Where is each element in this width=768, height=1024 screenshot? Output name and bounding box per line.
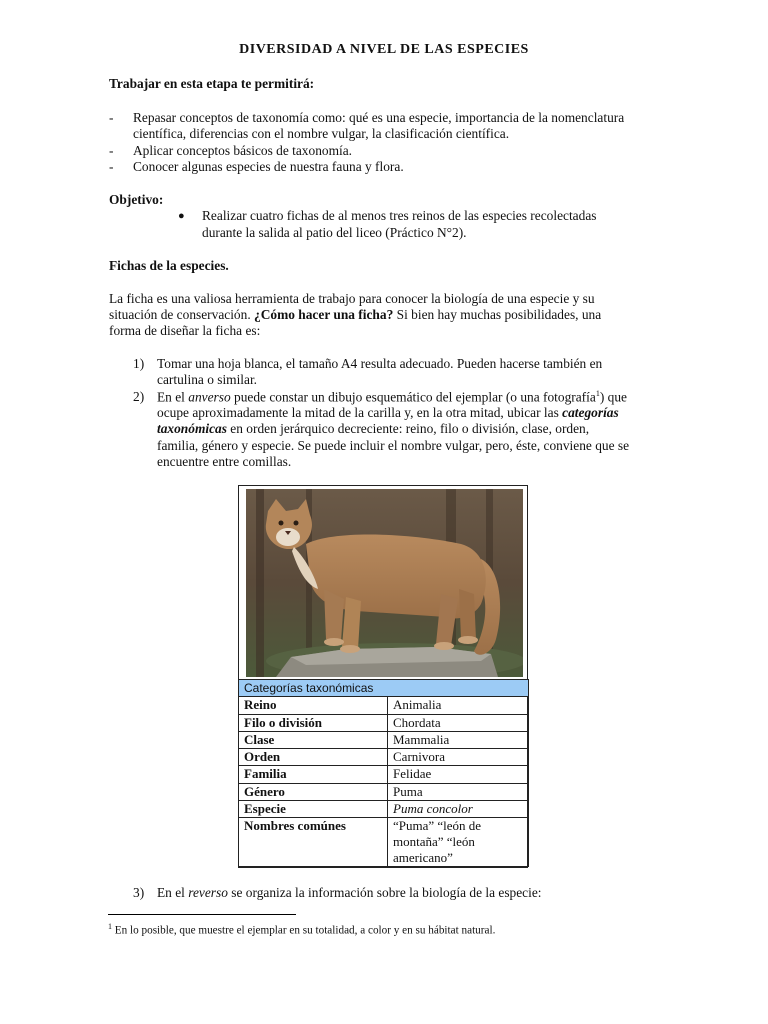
common-name-line: montaña” “león [393,834,475,850]
text-span: Si bien hay muchas posibilidades, una [396,307,602,322]
text-span: En el [157,885,185,900]
step-2-line-3 [157,421,589,437]
table-row [239,783,529,800]
text-span: ) que [599,389,627,405]
list-item-1-line-1: Repasar conceptos de taxonomía como: qué es una especie, importancia de la nomenclatura [133,110,625,125]
step-2-line-2 [157,405,619,421]
table-row [239,731,529,748]
common-name-line: americano” [393,850,453,866]
puma-photo [246,489,523,677]
text-span: situación de conservación. [109,307,251,322]
table-value: Felidae [388,766,529,783]
footnote-mark: 1 [108,922,112,931]
anverso-italic: anverso [188,389,231,405]
list-dash: - [109,143,114,158]
table-value: Chordata [388,714,529,731]
step-3-line [157,885,542,901]
reverso-italic: reverso [188,885,228,900]
table-key: Familia [239,766,388,783]
table-value: Puma [388,783,529,800]
table-key: Especie [239,801,388,818]
table-value: Mammalia [388,731,529,748]
list-item-3: Conocer algunas especies de nuestra fauna y flora. [133,159,404,174]
table-value-scientific-name: Puma concolor [388,801,529,818]
table-header-cell: Categorías taxonómicas [239,680,529,697]
footnote-ref: 1 [595,389,600,398]
text-span: en orden jerárquico decreciente: reino, filo o división, clase, orden, [230,421,590,436]
table-key: Clase [239,731,388,748]
table-row [239,818,529,867]
table-header-row [239,680,529,697]
table-value: Carnivora [388,749,529,766]
table-value-common-names [388,818,529,867]
footnote [108,922,495,937]
step-2-line-5: encuentre entre comillas. [157,454,292,469]
list-item-1-line-2: científica, diferencias con el nombre vulgar, la clasificación científica. [133,126,510,141]
table-value: Animalia [388,697,529,714]
table-key: Filo o división [239,714,388,731]
table-key: Reino [239,697,388,714]
step-number-3: 3) [133,885,145,900]
bullet-icon: ● [178,210,185,222]
text-span: En el [157,389,185,405]
objetivo-line-2: durante la salida al patio del liceo (Práctico N°2). [202,225,467,240]
question-bold: ¿Cómo hacer una ficha? [254,307,394,322]
table-row [239,801,529,818]
fichas-paragraph-line-3: forma de diseñar la ficha es: [109,323,261,338]
page-title: DIVERSIDAD A NIVEL DE LAS ESPECIES [239,42,529,57]
table-key: Orden [239,749,388,766]
step-2-line-1 [157,389,627,405]
taxonomicas-bold-italic: taxonómicas [157,421,227,436]
step-2-line-4: familia, género y especie. Se puede incluir el nombre vulgar, pero, éste, conviene que se [157,438,630,453]
table-row [239,749,529,766]
step-number-1: 1) [133,356,145,371]
list-dash: - [109,159,114,174]
list-item-2: Aplicar conceptos básicos de taxonomía. [133,143,353,158]
fichas-heading: Fichas de la especies. [109,258,229,273]
list-dash: - [109,110,114,125]
table-row [239,766,529,783]
text-span: se organiza la información sobre la biología de la especie: [231,885,542,900]
step-1-line-1: Tomar una hoja blanca, el tamaño A4 resulta adecuado. Pueden hacerse también en [157,356,603,371]
objetivo-line-1: Realizar cuatro fichas de al menos tres reinos de las especies recolectadas [202,208,597,223]
intro-heading: Trabajar en esta etapa te permitirá: [109,76,315,91]
common-name-line: “Puma” “león de [393,818,482,834]
taxonomy-table [238,679,529,867]
footnote-text: En lo posible, que muestre el ejemplar en su totalidad, a color y en su hábitat natural. [114,924,496,937]
table-row [239,714,529,731]
objetivo-heading: Objetivo: [109,192,164,207]
table-key: Nombres comúnes [239,818,388,867]
footnote-separator [108,914,296,915]
table-row [239,697,529,714]
text-span: puede constar un dibujo esquemático del ejemplar (o una fotografía [234,389,596,405]
text-span: ocupe aproximadamente la mitad de la carilla y, en la otra mitad, ubicar las [157,405,559,420]
fichas-paragraph-line-1: La ficha es una valiosa herramienta de trabajo para conocer la biología de una especie y su [109,291,595,306]
table-key: Género [239,783,388,800]
fichas-paragraph-line-2 [109,307,601,323]
categorias-bold-italic: categorías [562,405,619,420]
step-1-line-2: cartulina o similar. [157,372,258,387]
step-number-2: 2) [133,389,145,404]
